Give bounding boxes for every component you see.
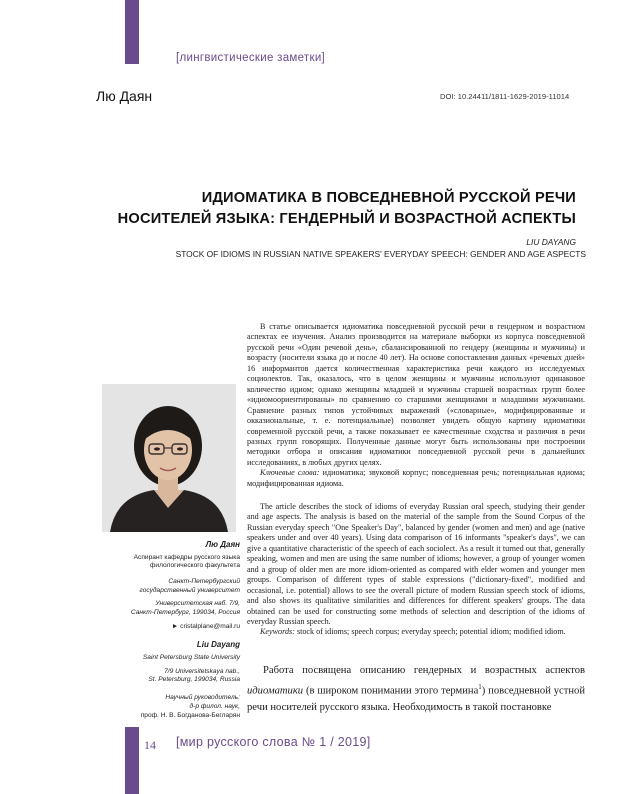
keywords-ru-label: Ключевые слова: [260, 468, 320, 478]
running-author: Лю Даян [96, 88, 153, 104]
author-address-en-line-1: 7/9 Universitetskaya nab., [164, 667, 240, 675]
journal-name: [мир русского слова № 1 / 2019] [176, 735, 371, 749]
article-title [100, 188, 576, 230]
supervisor-name: проф. Н. В. Богданова-Бегларян [140, 711, 240, 719]
author-info-block [60, 540, 240, 720]
abstract-en-text: The article describes the stock of idioms of everyday Russian oral speech, studying their gender and age aspects. The analysis is based on the material of the sample from the Sound Corpus of the Russian everyday speech "One Speaker's Day", balanced by gender (women and men) and age (native speakers under and over 40 years). Using data comparison of 16 informants "speaker's days", we can give a quantitative characteristic of the speech of each sociolect. As a result it turned out that, generally speaking, women and men are using the same number of idioms; however, a group of younger women and a group of older men are more idiom-oriented as compared with elder women and younger men groups. Comparison of different types of stable expressions ("dictionary-fixed", modified and occasional, i.e. potential) allows to see the overall picture of modern Russian speech stock of idioms, and also shows its qualitative similarities and differences for different speakers' groups. The data obtained can be used for constructing some methods of selection and description of the idioms of everyday Russian speech. [247, 502, 585, 626]
page-number: 14 [144, 738, 156, 752]
body-paragraph-1 [247, 663, 585, 716]
abstract-ru-text: В статье описывается идиоматика повседневной русской речи в гендерном и возрастном аспектах ее изучения. Анализ производится на материале выборки из корпуса повседневной русской речи «Один речевой день», сбалансированной по гендеру (женщины и мужчины) и возрасту (носители языка до и после 40 лет). На основе сопоставления данных «речевых дней» 16 информантов дается количественная характеристика речи каждого из исследуемых социолектов. Так, оказалось, что в целом женщины и мужчины используют одинаковое количество идиом; однако женщины младшей и мужчины старшей возрастных групп более «идиомоориентированы» по сравнению со старшими женщинами и младшими мужчинами. Сравнение разных типов устойчивых выражений («словарные», модифицированные и окказиональные, т. е. потенциальные) позволяет увидеть общую картину идиоматики современной русской речи, а также показывает ее качественные сходства и различия в речи разных групп говорящих. Полученные данные могут быть использованы при построении методики отбора и описания идиоматики повседневной русской речи в дальнейших исследованиях, в любых других целях. [247, 322, 585, 467]
author-name-ru: Лю Даян [205, 540, 240, 549]
author-address-line-2: Санкт-Петербург, 199034, Россия [130, 609, 240, 617]
keywords-en-text: stock of idioms; speech corpus; everyday speech; potential idiom; modified idiom. [296, 627, 566, 637]
body-text-italic-term: идиоматики [247, 685, 304, 697]
author-address-en-line-2: St. Petersburg, 199034, Russia [148, 676, 240, 684]
accent-bar-top [125, 0, 139, 64]
supervisor-degree: д-р филол. наук, [189, 702, 240, 710]
doi: DOI: 10.24411/1811-1629-2019-11014 [440, 92, 570, 101]
abstract-en [247, 502, 585, 638]
body-text-part-2: (в широком понимании этого термина [305, 685, 479, 697]
article-title-line-1: ИДИОМАТИКА В ПОВСЕДНЕВНОЙ РУССКОЙ РЕЧИ [201, 190, 576, 206]
keywords-ru-text: идиоматика; звуковой корпус; повседневная речь; потенциальная идиома; модифицированная идиома. [247, 468, 585, 488]
footnote-ref[interactable]: 1 [478, 683, 482, 691]
author-name-en: Liu Dayang [196, 640, 240, 650]
author-university-en: Saint Petersburg State University [142, 654, 240, 662]
author-position-line-1: Аспирант кафедры русского языка [133, 553, 240, 561]
supervisor-label: Научный руководитель: [165, 694, 240, 702]
author-position-line-2: филологического факультета [150, 562, 240, 570]
body-text-part-3: ) повседневной устной речи носителей русского языка. Необходимость в такой постановке [247, 685, 585, 713]
abstract-ru [247, 322, 585, 489]
english-author: LIU DAYANG [526, 237, 576, 247]
author-photo [102, 384, 236, 532]
accent-bar-bottom [125, 727, 139, 794]
english-title: STOCK OF IDIOMS IN RUSSIAN NATIVE SPEAKERS' EVERYDAY SPEECH: GENDER AND AGE ASPECTS [175, 249, 586, 259]
author-email[interactable]: ► cristalplane@mail.ru [171, 622, 240, 630]
keywords-en-label: Keywords: [260, 627, 295, 637]
author-university-line-2: государственный университет [139, 586, 240, 594]
author-address-line-1: Университетская наб. 7/9, [155, 600, 240, 608]
author-university-line-1: Санкт-Петербургский [168, 577, 240, 585]
section-rubric: [лингвистические заметки] [176, 52, 326, 64]
keywords-en [247, 627, 585, 637]
keywords-ru [247, 468, 585, 489]
body-text-part-1: Работа посвящена описанию гендерных и возрастных аспектов [263, 665, 585, 676]
article-title-line-2: НОСИТЕЛЕЙ ЯЗЫКА: ГЕНДЕРНЫЙ И ВОЗРАСТНОЙ АСПЕКТЫ [117, 211, 576, 228]
body-text [247, 663, 585, 716]
